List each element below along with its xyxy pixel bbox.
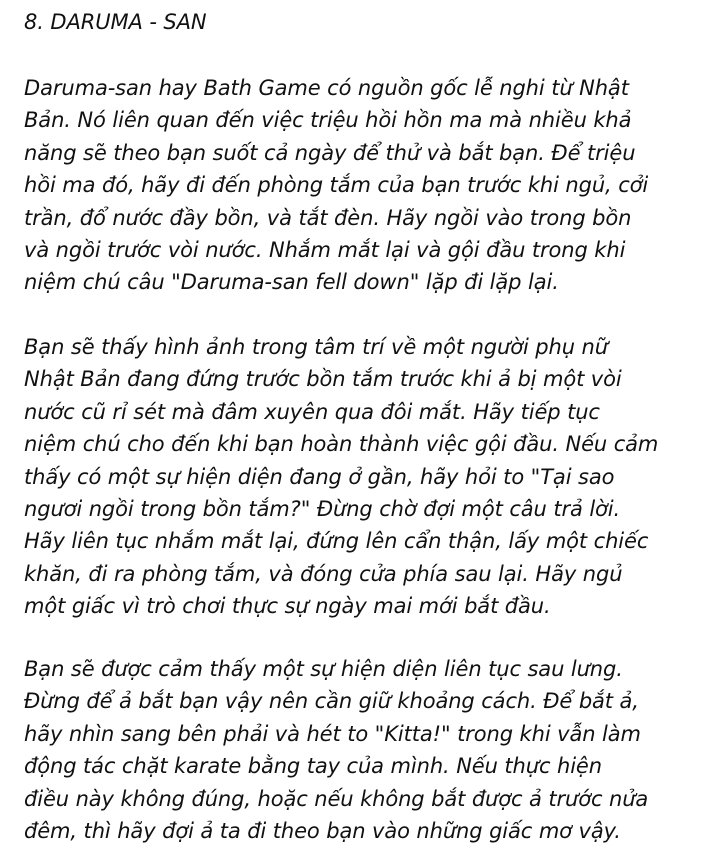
text-line: thấy có một sự hiện diện đang ở gần, hãy hỏi to "Tại sao: [24, 464, 615, 489]
text-line: Hãy liên tục nhắm mắt lại, đứng lên cẩn thận, lấy một chiếc: [24, 529, 649, 554]
text-line: hồi ma đó, hãy đi đến phòng tắm của bạn trước khi ngủ, cởi: [24, 173, 649, 198]
paragraph-vision: [24, 331, 714, 623]
text-line: nước cũ rỉ sét mà đâm xuyên qua đôi mắt. Hãy tiếp tục: [24, 399, 600, 424]
paragraph-presence: [24, 653, 714, 847]
text-line: năng sẽ theo bạn suốt cả ngày để thử và bắt bạn. Để triệu: [24, 140, 636, 165]
text-line: khăn, đi ra phòng tắm, và đóng cửa phía sau lại. Hãy ngủ: [24, 561, 623, 586]
text-line: hãy nhìn sang bên phải và hét to "Kitta!" trong khi vẫn làm: [24, 721, 641, 746]
text-line: trần, đổ nước đầy bồn, và tắt đèn. Hãy ngồi vào trong bồn: [24, 205, 632, 230]
text-line: Bạn sẽ thấy hình ảnh trong tâm trí về một người phụ nữ: [24, 335, 608, 359]
text-line: một giấc vì trò chơi thực sự ngày mai mới bắt đầu.: [24, 594, 551, 619]
text-line: và ngồi trước vòi nước. Nhắm mắt lại và gội đầu trong khi: [24, 238, 626, 263]
text-line: Nhật Bản đang đứng trước bồn tắm trước khi ả bị một vòi: [24, 367, 622, 392]
text-line: ngươi ngồi trong bồn tắm?" Đừng chờ đợi một câu trả lời.: [24, 497, 621, 522]
text-line: động tác chặt karate bằng tay của mình. Nếu thực hiện: [24, 754, 602, 779]
text-line: Bạn sẽ được cảm thấy một sự hiện diện liên tục sau lưng.: [24, 657, 623, 681]
text-line: điều này không đúng, hoặc nếu không bắt được ả trước nửa: [24, 786, 649, 811]
paragraph-intro: [24, 72, 714, 299]
text-line: niệm chú câu "Daruma-san fell down" lặp đi lặp lại.: [24, 270, 559, 295]
text-line: Daruma-san hay Bath Game có nguồn gốc lễ nghi từ Nhật: [24, 76, 629, 100]
text-line: Bản. Nó liên quan đến việc triệu hồi hồn ma mà nhiều khả: [24, 108, 632, 133]
text-line: Đừng để ả bắt bạn vậy nên cần giữ khoảng cách. Để bắt ả,: [24, 689, 639, 714]
section-title: 8. DARUMA - SAN: [24, 10, 207, 34]
text-line: đêm, thì hãy đợi ả ta đi theo bạn vào những giấc mơ vậy.: [24, 819, 621, 844]
text-line: niệm chú cho đến khi bạn hoàn thành việc gội đầu. Nếu cảm: [24, 432, 659, 457]
